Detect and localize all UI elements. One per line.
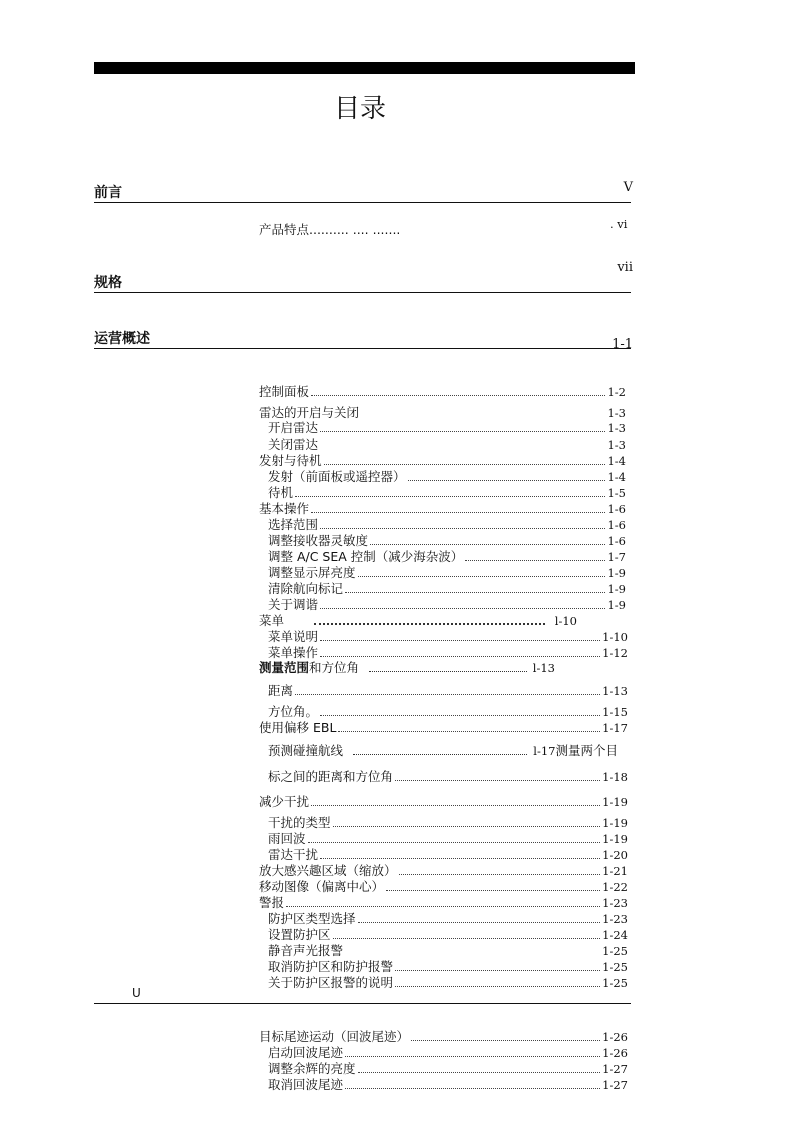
- entry-text: 调整接收器灵敏度: [268, 533, 369, 548]
- entry-text: 调整显示屏亮度: [268, 565, 356, 580]
- leader-dots: [358, 575, 606, 577]
- entry-page: 1-15: [602, 705, 628, 719]
- entry-page: 1-3: [607, 421, 626, 435]
- leader-dots: [353, 753, 527, 755]
- entry-text: 调整 A/C SEA 控制（减少海杂波）: [268, 549, 464, 564]
- entry-page: l-13: [532, 661, 555, 675]
- toc-entry-product-features[interactable]: [259, 220, 400, 238]
- leader-dots: [399, 873, 601, 875]
- entry-text: 放大感兴趣区域（缩放）: [259, 863, 397, 878]
- entry-text: 警报: [259, 895, 285, 910]
- entry-page: 1-19: [602, 795, 628, 809]
- toc-entry[interactable]: [268, 1075, 628, 1093]
- leader-dots: [308, 841, 601, 843]
- leader-dots: [314, 622, 545, 625]
- section-divider: [94, 1003, 631, 1004]
- entry-page: 1-25: [602, 960, 628, 974]
- entry-page: l-17: [533, 744, 556, 758]
- toc-entry[interactable]: [259, 658, 555, 676]
- entry-text: 取消防护区和防护报警: [268, 959, 394, 974]
- entry-page: 1-25: [602, 976, 628, 990]
- entry-page: 1-4: [607, 454, 626, 468]
- entry-page: 1-23: [602, 896, 628, 910]
- leader-dots: [358, 921, 601, 923]
- entry-text: 待机: [268, 485, 294, 500]
- entry-page: 1-25: [602, 944, 628, 958]
- leader-dots: [408, 479, 606, 481]
- entry-text: 减少干扰: [259, 794, 310, 809]
- entry-page: 1-6: [607, 502, 626, 516]
- entry-page: 1-27: [602, 1078, 628, 1092]
- entry-text: 和方位角: [309, 660, 360, 675]
- leader-dots: [361, 416, 605, 417]
- entry-text: 清除航向标记: [268, 581, 344, 596]
- section-overview: [94, 326, 633, 352]
- section-label: 规格: [94, 275, 122, 291]
- entry-text: 产品特点: [259, 222, 310, 237]
- entry-text: 菜单: [259, 613, 285, 628]
- leader-dots: [333, 937, 601, 939]
- entry-text: 移动图像（偏离中心）: [259, 879, 385, 894]
- entry-text: 关于防护区报警的说明: [268, 975, 394, 990]
- page-title: 目录: [333, 94, 386, 124]
- entry-text: 方位角。: [268, 704, 319, 719]
- entry-page: 1-23: [602, 912, 628, 926]
- entry-text: 基本操作: [259, 501, 310, 516]
- entry-page: 1-22: [602, 880, 628, 894]
- leader-dots: [320, 448, 605, 449]
- section-label: 前言: [94, 185, 122, 201]
- leader-dots: [345, 1087, 600, 1089]
- toc-entry[interactable]: [259, 718, 628, 736]
- leader-dots: [345, 1055, 600, 1057]
- entry-text: 发射与待机: [259, 453, 322, 468]
- leader-dots: [345, 591, 605, 593]
- entry-page: 1-20: [602, 848, 628, 862]
- entry-text: 雨回波: [268, 831, 306, 846]
- leader-dots: [320, 639, 600, 641]
- leader-dots: [286, 905, 600, 907]
- entry-page: l-10: [554, 614, 577, 628]
- leader-dots: [370, 543, 605, 545]
- entry-text: 雷达的开启与关闭: [259, 405, 360, 420]
- entry-text: 选择范围: [268, 517, 319, 532]
- entry-page: 1-13: [602, 684, 628, 698]
- leader-dots: [358, 1071, 601, 1073]
- leader-dots: [411, 1039, 600, 1041]
- entry-text: 干扰的类型: [268, 815, 331, 830]
- entry-text: 取消回波尾迹: [268, 1077, 344, 1092]
- entry-page: 1-10: [602, 630, 628, 644]
- entry-page: 1-5: [607, 486, 626, 500]
- leader-dots: [320, 714, 600, 716]
- entry-page: 1-4: [607, 470, 626, 484]
- leader-dots: [395, 985, 600, 987]
- leader-dots: [295, 693, 600, 695]
- section-preface: [94, 180, 631, 203]
- leader-dots: [320, 857, 600, 859]
- entry-text: 关于调谐: [268, 597, 319, 612]
- toc-entry[interactable]: [268, 767, 628, 785]
- entry-text: 使用偏移 EBL: [259, 720, 337, 735]
- entry-page: 1-19: [602, 816, 628, 830]
- entry-page: 1-26: [602, 1046, 628, 1060]
- entry-page: 1-7: [607, 550, 626, 564]
- toc-entry[interactable]: [268, 973, 628, 991]
- toc-entry[interactable]: [259, 382, 626, 400]
- entry-text: 控制面板: [259, 384, 310, 399]
- entry-text-bold: 测量范围: [259, 660, 310, 675]
- entry-page: 1-24: [602, 928, 628, 942]
- leader-dots: [395, 969, 600, 971]
- leader-dots: [324, 463, 606, 465]
- leader-dots: [320, 430, 605, 432]
- entry-page: 1-17: [602, 721, 628, 735]
- leader-dots: [345, 954, 600, 955]
- leader-dots: [311, 511, 605, 513]
- leader-dots: [395, 779, 600, 781]
- toc-entry[interactable]: [259, 792, 628, 810]
- entry-text: 标之间的距离和方位角: [268, 769, 394, 784]
- entry-text: 防护区类型选择: [268, 911, 356, 926]
- entry-page: 1-18: [602, 770, 628, 784]
- entry-page: 1-26: [602, 1030, 628, 1044]
- section-page: V: [623, 180, 633, 195]
- section-specs: [94, 260, 633, 293]
- entry-text: 距离: [268, 683, 294, 698]
- leader-dots: [311, 804, 600, 806]
- entry-page: 1-9: [607, 582, 626, 596]
- entry-page: 1-3: [607, 438, 626, 452]
- entry-text: 启动回波尾迹: [268, 1045, 344, 1060]
- entry-page: 1-12: [602, 646, 628, 660]
- entry-text: 预测碰撞航线: [268, 743, 344, 758]
- entry-leader: .......... .... .......: [309, 222, 401, 237]
- entry-text: 开启雷达: [268, 420, 319, 435]
- stray-mark: U: [132, 986, 141, 1000]
- leader-dots: [369, 670, 527, 672]
- entry-page: 1-21: [602, 864, 628, 878]
- entry-text: 关闭雷达: [268, 437, 319, 452]
- entry-text: 菜单操作: [268, 645, 319, 660]
- top-rule: [94, 62, 635, 74]
- entry-page: 1-19: [602, 832, 628, 846]
- entry-suffix: 测量两个目: [555, 743, 618, 758]
- entry-page: 1-3: [607, 406, 626, 420]
- entry-text: 目标尾迹运动（回波尾迹）: [259, 1029, 410, 1044]
- entry-text: 发射（前面板或遥控器）: [268, 469, 406, 484]
- leader-dots: [295, 495, 605, 497]
- section-page: vii: [617, 260, 633, 275]
- leader-dots: [320, 607, 605, 609]
- entry-page: 1-2: [607, 385, 626, 399]
- entry-text: 调整余辉的亮度: [268, 1061, 356, 1076]
- entry-page: . vi: [610, 217, 628, 231]
- entry-page: 1-27: [602, 1062, 628, 1076]
- section-page: 1-1: [612, 337, 633, 352]
- section-label: 运营概述: [94, 331, 150, 347]
- leader-dots: [320, 655, 600, 657]
- entry-page: 1-6: [607, 518, 626, 532]
- leader-dots: [311, 394, 605, 396]
- entry-text: 设置防护区: [268, 927, 331, 942]
- entry-text: 菜单说明: [268, 629, 319, 644]
- leader-dots: [338, 730, 600, 732]
- entry-text: 雷达干扰: [268, 847, 319, 862]
- entry-page: 1-6: [607, 534, 626, 548]
- leader-dots: [386, 889, 600, 891]
- entry-page: 1-9: [607, 598, 626, 612]
- toc-entry[interactable]: [268, 418, 626, 436]
- leader-dots: [320, 527, 605, 529]
- entry-page: 1-9: [607, 566, 626, 580]
- entry-text: 静音声光报警: [268, 943, 344, 958]
- toc-entry[interactable]: [268, 741, 618, 759]
- toc-entry[interactable]: [268, 681, 628, 699]
- leader-dots: [465, 559, 605, 561]
- leader-dots: [333, 825, 601, 827]
